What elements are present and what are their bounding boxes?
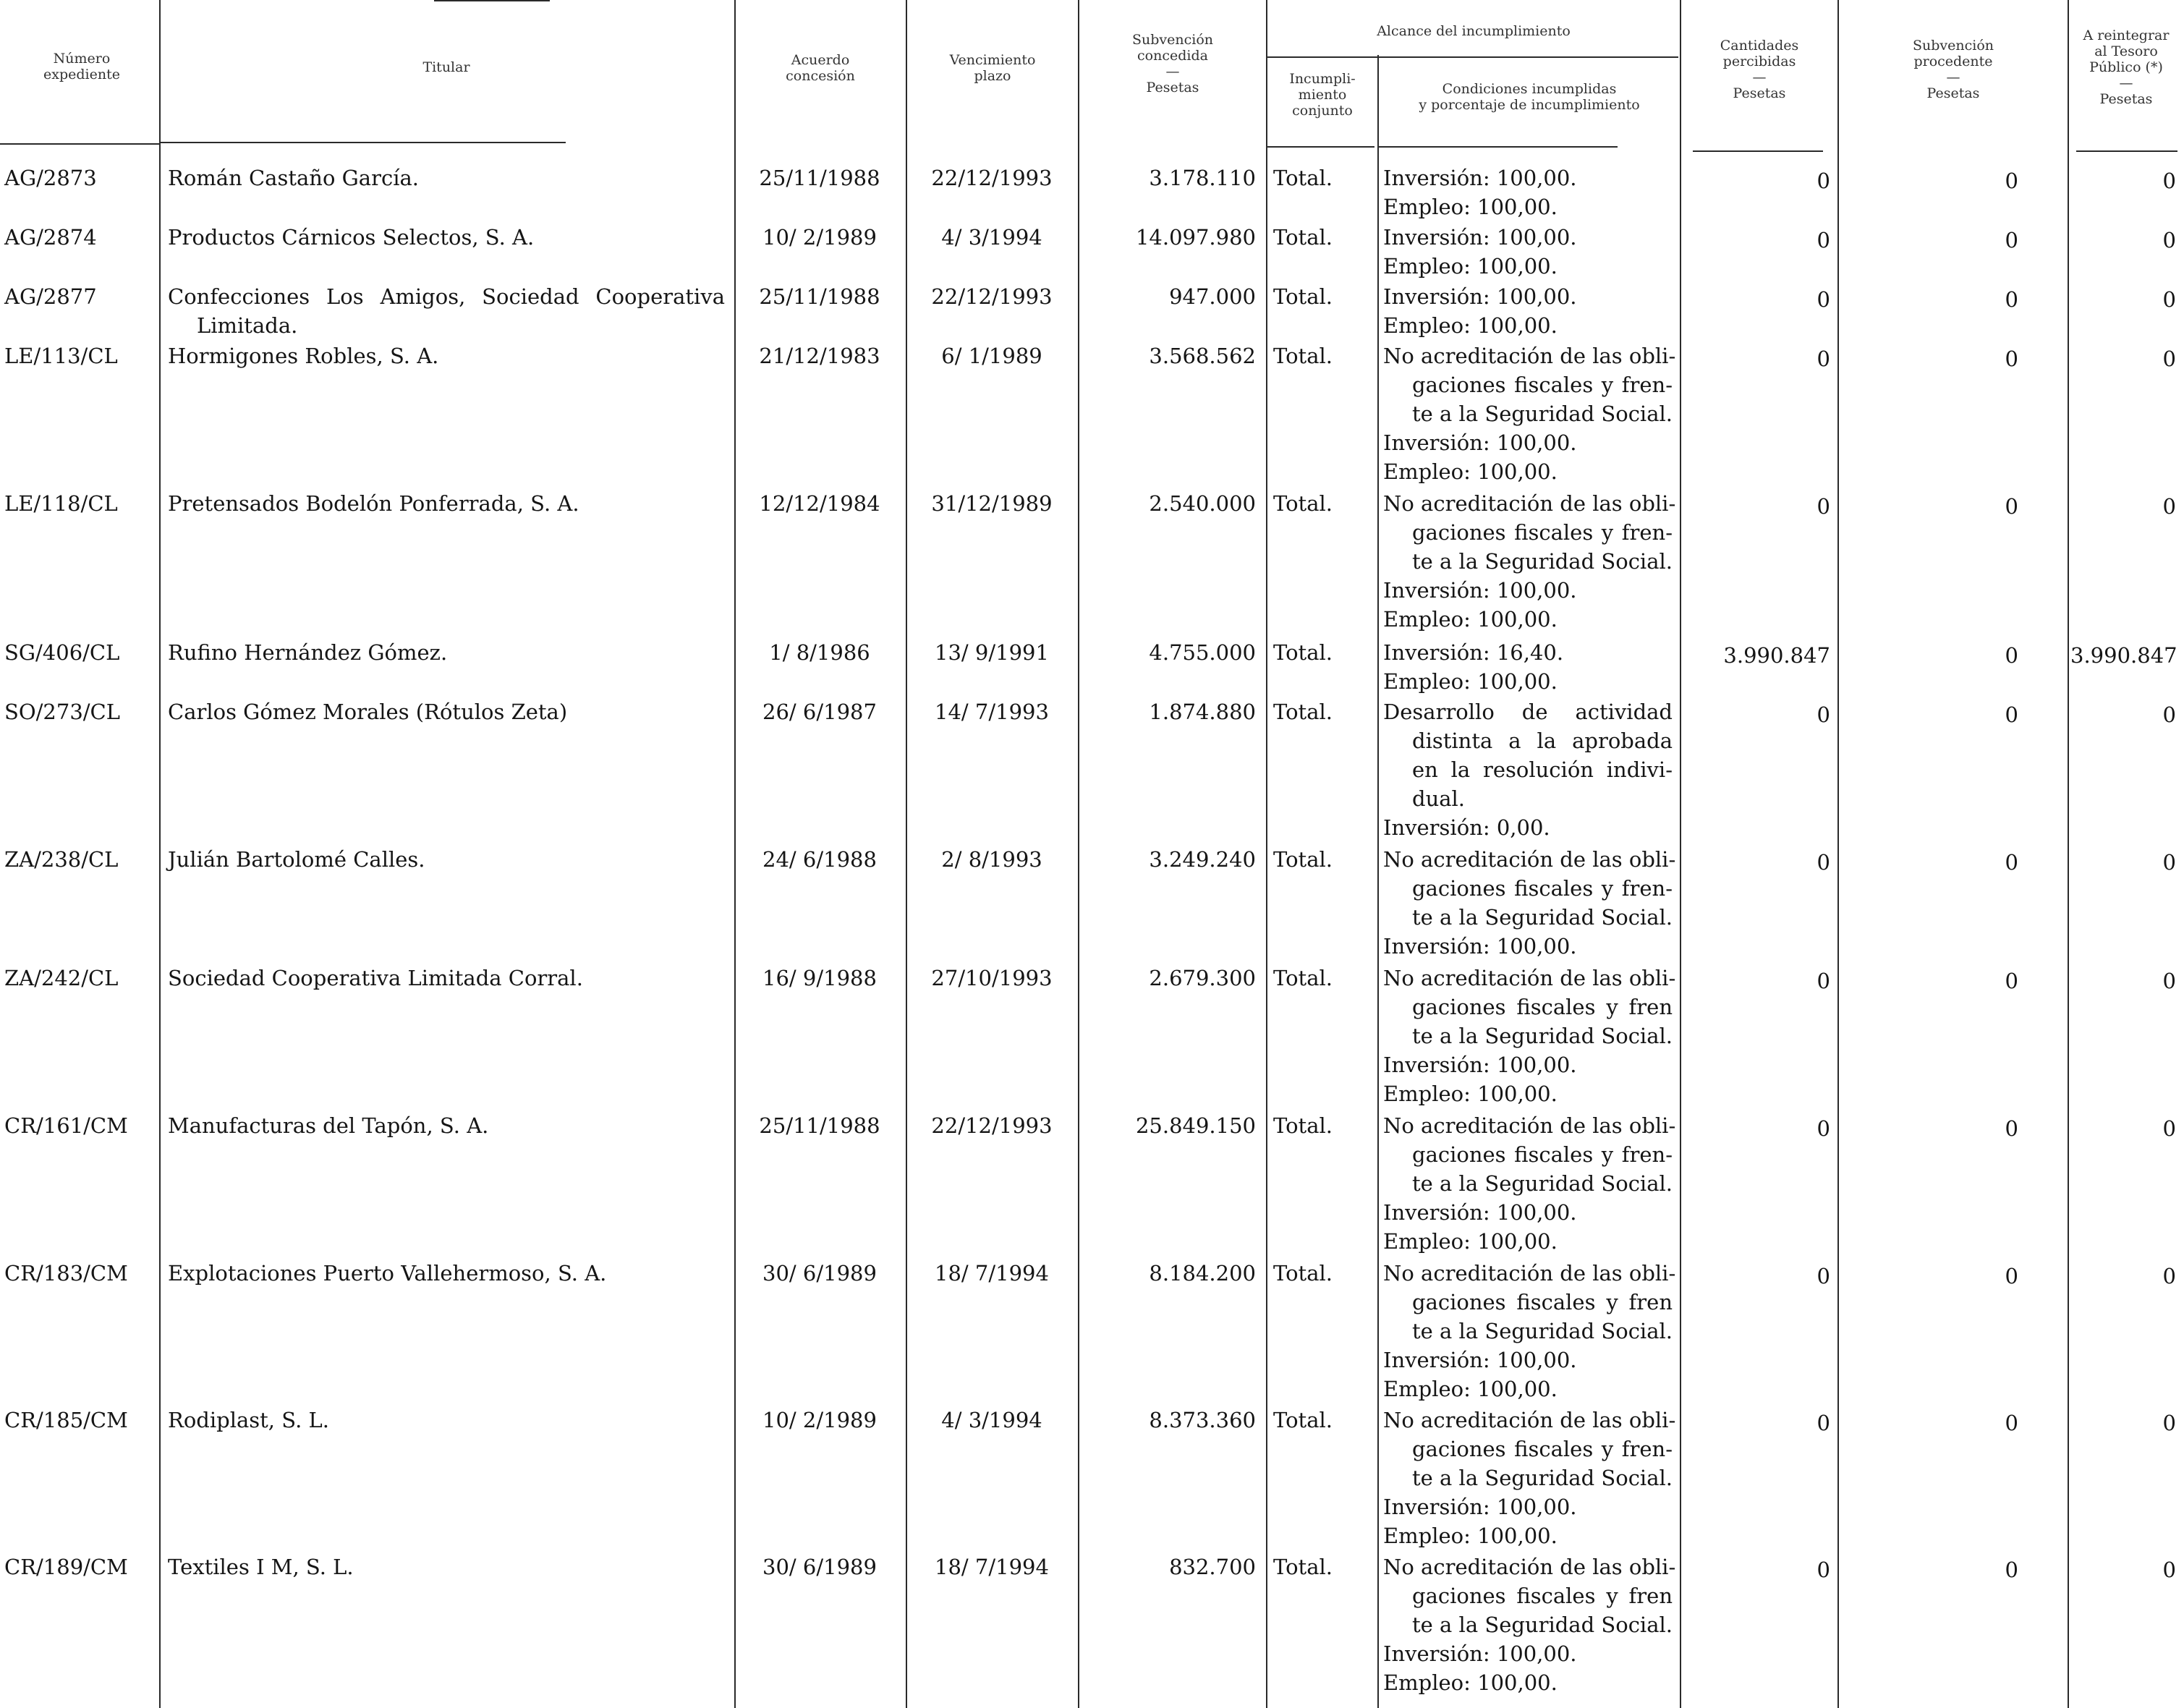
vencimiento-date: 18/ 7/1994 [935,1555,1049,1579]
subvencion-concedida: 8.184.200 [1149,1261,1256,1286]
header-cantidades-percibidas: Cantidades percibidas — Pesetas [1720,38,1799,101]
header-bottom-rule [0,143,159,145]
titular-name: Productos Cárnicos Selectos, S. A. [168,225,535,250]
subvencion-concedida: 3.178.110 [1149,166,1256,190]
condicion-line: te a la Seguridad Social. [1412,1613,1673,1637]
condicion-line: No acreditación de las obli- [1383,847,1676,872]
a-reintegrar: 0 [2162,287,2176,312]
header-numero-expediente: Número expediente [43,51,120,82]
condicion-line: No acreditación de las obli- [1383,1113,1676,1138]
header-bottom-rule [1693,150,1823,152]
subvencion-procedente: 0 [2005,1264,2018,1288]
condicion-line: gaciones fiscales y fren [1412,1584,1673,1608]
subvencion-procedente: 0 [2005,494,2018,519]
incumplimiento-total: Total. [1273,640,1333,665]
condicion-line: No acreditación de las obli- [1383,1408,1676,1432]
titular-name: Julián Bartolomé Calles. [168,847,425,872]
a-reintegrar: 0 [2162,1411,2176,1435]
header-bottom-rule [1379,146,1618,148]
expediente-number: LE/113/CL [4,344,118,368]
cantidades-percibidas: 0 [1817,287,1830,312]
condicion-line: Empleo: 100,00. [1383,1524,1558,1548]
header-condiciones-incumplidas: Condiciones incumplidas y porcentaje de incumplimiento [1419,81,1640,113]
subvencion-procedente: 0 [2005,850,2018,875]
subvencion-procedente: 0 [2005,702,2018,727]
vencimiento-date: 27/10/1993 [931,966,1053,990]
condicion-line: Empleo: 100,00. [1383,459,1558,484]
cantidades-percibidas: 0 [1817,347,1830,371]
a-reintegrar: 3.990.847 [2070,643,2177,668]
subvencion-concedida: 1.874.880 [1149,700,1256,724]
alcance-rule [1267,56,1678,58]
titular-name: Carlos Gómez Morales (Rótulos Zeta) [168,700,568,724]
expediente-number: ZA/242/CL [4,966,119,990]
vencimiento-date: 13/ 9/1991 [935,640,1049,665]
expediente-number: AG/2873 [4,166,97,190]
condicion-line: gaciones fiscales y fren- [1412,1142,1673,1167]
subvencion-procedente: 0 [2005,287,2018,312]
titular-name: Sociedad Cooperativa Limitada Corral. [168,966,583,990]
a-reintegrar: 0 [2162,1116,2176,1141]
titular-name: Manufacturas del Tapón, S. A. [168,1113,489,1138]
condicion-line: te a la Seguridad Social. [1412,1319,1673,1343]
acuerdo-date: 1/ 8/1986 [769,640,870,665]
titular-name: Rufino Hernández Gómez. [168,640,448,665]
column-rule [159,0,161,1708]
condicion-line: Empleo: 100,00. [1383,1377,1558,1401]
acuerdo-date: 24/ 6/1988 [762,847,877,872]
cantidades-percibidas: 0 [1817,494,1830,519]
acuerdo-date: 12/12/1984 [759,491,880,516]
vencimiento-date: 22/12/1993 [931,284,1053,309]
expediente-number: LE/118/CL [4,491,118,516]
incumplimiento-total: Total. [1273,225,1333,250]
condicion-line: No acreditación de las obli- [1383,1555,1676,1579]
a-reintegrar: 0 [2162,494,2176,519]
condicion-line: Inversión: 100,00. [1383,934,1577,959]
condicion-line: gaciones fiscales y fren- [1412,520,1673,545]
titular-name: Confecciones Los Amigos, Sociedad Cooperativa [168,284,725,309]
subvencion-concedida: 4.755.000 [1149,640,1256,665]
subvencion-concedida: 25.849.150 [1135,1113,1256,1138]
incumplimiento-total: Total. [1273,344,1333,368]
subvencion-procedente: 0 [2005,228,2018,252]
subvencion-concedida: 832.700 [1169,1555,1256,1579]
column-rule [734,0,736,1708]
subvencion-concedida: 8.373.360 [1149,1408,1256,1432]
condicion-line: gaciones fiscales y fren [1412,1290,1673,1314]
column-rule [1377,55,1379,1708]
incumplimiento-total: Total. [1273,1555,1333,1579]
vencimiento-date: 6/ 1/1989 [941,344,1042,368]
condicion-line: Inversión: 100,00. [1383,1348,1577,1372]
cantidades-percibidas: 0 [1817,1558,1830,1582]
condicion-line: No acreditación de las obli- [1383,966,1676,990]
condicion-line: Desarrollo de actividad [1383,700,1673,724]
acuerdo-date: 25/11/1988 [759,284,880,309]
incumplimiento-total: Total. [1273,166,1333,190]
a-reintegrar: 0 [2162,228,2176,252]
a-reintegrar: 0 [2162,1264,2176,1288]
subvencion-procedente: 0 [2005,1558,2018,1582]
condicion-line: te a la Seguridad Social. [1412,549,1673,574]
cantidades-percibidas: 0 [1817,969,1830,993]
header-a-reintegrar: A reintegrar al Tesoro Público (*) — Pesetas [2083,27,2170,107]
condicion-line: Empleo: 100,00. [1383,1229,1558,1254]
column-rule [1680,0,1681,1708]
acuerdo-date: 30/ 6/1989 [762,1261,877,1286]
titular-name: Explotaciones Puerto Vallehermoso, S. A. [168,1261,607,1286]
condicion-line: gaciones fiscales y fren [1412,995,1673,1019]
expediente-number: CR/161/CM [4,1113,128,1138]
condicion-line: dual. [1412,786,1466,811]
condicion-line: gaciones fiscales y fren- [1412,876,1673,901]
incumplimiento-total: Total. [1273,1408,1333,1432]
expediente-number: ZA/238/CL [4,847,119,872]
header-bottom-rule [1267,146,1374,148]
header-vencimiento-plazo: Vencimiento plazo [949,52,1036,84]
titular-name: Limitada. [197,313,298,338]
vencimiento-date: 2/ 8/1993 [941,847,1042,872]
subvencion-procedente: 0 [2005,169,2018,193]
titular-name: Román Castaño García. [168,166,419,190]
acuerdo-date: 26/ 6/1987 [762,700,877,724]
header-incumplimiento-conjunto: Incumpli- miento conjunto [1289,71,1356,119]
condicion-line: Empleo: 100,00. [1383,1670,1558,1695]
acuerdo-date: 25/11/1988 [759,1113,880,1138]
cantidades-percibidas: 0 [1817,1116,1830,1141]
condicion-line: Inversión: 100,00. [1383,1053,1577,1077]
subvencion-concedida: 2.540.000 [1149,491,1256,516]
subvencion-procedente: 0 [2005,643,2018,668]
condicion-line: te a la Seguridad Social. [1412,905,1673,930]
expediente-number: CR/185/CM [4,1408,128,1432]
titular-name: Rodiplast, S. L. [168,1408,329,1432]
header-titular: Titular [422,59,470,75]
a-reintegrar: 0 [2162,1558,2176,1582]
subvencion-procedente: 0 [2005,969,2018,993]
subvencion-procedente: 0 [2005,1411,2018,1435]
incumplimiento-total: Total. [1273,491,1333,516]
column-rule [1078,0,1079,1708]
condicion-line: distinta a la aprobada [1412,728,1673,753]
condicion-line: en la resolución indivi- [1412,757,1673,782]
a-reintegrar: 0 [2162,702,2176,727]
condicion-line: Inversión: 100,00. [1383,430,1577,455]
condicion-line: Inversión: 100,00. [1383,1200,1577,1225]
acuerdo-date: 16/ 9/1988 [762,966,877,990]
incumplimiento-total: Total. [1273,1113,1333,1138]
expediente-number: SO/273/CL [4,700,120,724]
subvencion-concedida: 3.568.562 [1149,344,1256,368]
vencimiento-date: 31/12/1989 [931,491,1053,516]
vencimiento-date: 22/12/1993 [931,1113,1053,1138]
condicion-line: te a la Seguridad Social. [1412,1024,1673,1048]
header-subvencion-concedida: Subvención concedida — Pesetas [1131,32,1214,95]
vencimiento-date: 4/ 3/1994 [941,225,1042,250]
condicion-line: gaciones fiscales y fren- [1412,373,1673,397]
column-rule [2068,0,2069,1708]
cantidades-percibidas: 0 [1817,702,1830,727]
column-rule [1266,0,1267,1708]
incumplimiento-total: Total. [1273,1261,1333,1286]
expediente-number: AG/2874 [4,225,97,250]
condicion-line: Empleo: 100,00. [1383,1082,1558,1106]
a-reintegrar: 0 [2162,347,2176,371]
incumplimiento-total: Total. [1273,966,1333,990]
a-reintegrar: 0 [2162,850,2176,875]
condicion-line: te a la Seguridad Social. [1412,1171,1673,1196]
condicion-line: Empleo: 100,00. [1383,254,1558,279]
acuerdo-date: 21/12/1983 [759,344,880,368]
header-bottom-rule [161,142,566,143]
cantidades-percibidas: 3.990.847 [1723,643,1830,668]
condicion-line: Inversión: 100,00. [1383,225,1577,250]
incumplimiento-total: Total. [1273,847,1333,872]
titular-name: Textiles I M, S. L. [168,1555,354,1579]
condicion-line: Inversión: 0,00. [1383,815,1550,840]
a-reintegrar: 0 [2162,969,2176,993]
cantidades-percibidas: 0 [1817,850,1830,875]
expediente-number: CR/189/CM [4,1555,128,1579]
condicion-line: Inversión: 100,00. [1383,284,1577,309]
condicion-line: Inversión: 16,40. [1383,640,1564,665]
vencimiento-date: 18/ 7/1994 [935,1261,1049,1286]
incumplimiento-total: Total. [1273,284,1333,309]
expediente-number: CR/183/CM [4,1261,128,1286]
acuerdo-date: 25/11/1988 [759,166,880,190]
condicion-line: Inversión: 100,00. [1383,1495,1577,1519]
subvencion-concedida: 14.097.980 [1135,225,1256,250]
vencimiento-date: 14/ 7/1993 [935,700,1049,724]
condicion-line: Inversión: 100,00. [1383,166,1577,190]
condicion-line: Empleo: 100,00. [1383,669,1558,694]
expediente-number: AG/2877 [4,284,97,309]
acuerdo-date: 10/ 2/1989 [762,1408,877,1432]
header-top-rule [434,0,550,1]
subvencion-concedida: 3.249.240 [1149,847,1256,872]
condicion-line: Empleo: 100,00. [1383,313,1558,338]
condicion-line: Empleo: 100,00. [1383,195,1558,219]
header-alcance-incumplimiento: Alcance del incumplimiento [1377,23,1571,39]
vencimiento-date: 4/ 3/1994 [941,1408,1042,1432]
header-subvencion-procedente: Subvención procedente — Pesetas [1912,38,1994,101]
subvencion-procedente: 0 [2005,347,2018,371]
cantidades-percibidas: 0 [1817,1411,1830,1435]
condicion-line: te a la Seguridad Social. [1412,1466,1673,1490]
subvencion-concedida: 947.000 [1169,284,1256,309]
column-rule [906,0,907,1708]
header-acuerdo-concesion: Acuerdo concesión [786,52,855,84]
acuerdo-date: 30/ 6/1989 [762,1555,877,1579]
expediente-number: SG/406/CL [4,640,120,665]
acuerdo-date: 10/ 2/1989 [762,225,877,250]
condicion-line: Inversión: 100,00. [1383,578,1577,603]
subvencion-procedente: 0 [2005,1116,2018,1141]
condicion-line: gaciones fiscales y fren- [1412,1437,1673,1461]
incumplimiento-total: Total. [1273,700,1333,724]
cantidades-percibidas: 0 [1817,169,1830,193]
condicion-line: No acreditación de las obli- [1383,344,1676,368]
condicion-line: te a la Seguridad Social. [1412,401,1673,426]
cantidades-percibidas: 0 [1817,1264,1830,1288]
subvencion-concedida: 2.679.300 [1149,966,1256,990]
condicion-line: Inversión: 100,00. [1383,1641,1577,1666]
condicion-line: No acreditación de las obli- [1383,1261,1676,1286]
vencimiento-date: 22/12/1993 [931,166,1053,190]
condicion-line: No acreditación de las obli- [1383,491,1676,516]
header-bottom-rule [2076,150,2177,152]
cantidades-percibidas: 0 [1817,228,1830,252]
titular-name: Hormigones Robles, S. A. [168,344,439,368]
condicion-line: Empleo: 100,00. [1383,607,1558,632]
a-reintegrar: 0 [2162,169,2176,193]
titular-name: Pretensados Bodelón Ponferrada, S. A. [168,491,579,516]
column-rule [1837,0,1839,1708]
